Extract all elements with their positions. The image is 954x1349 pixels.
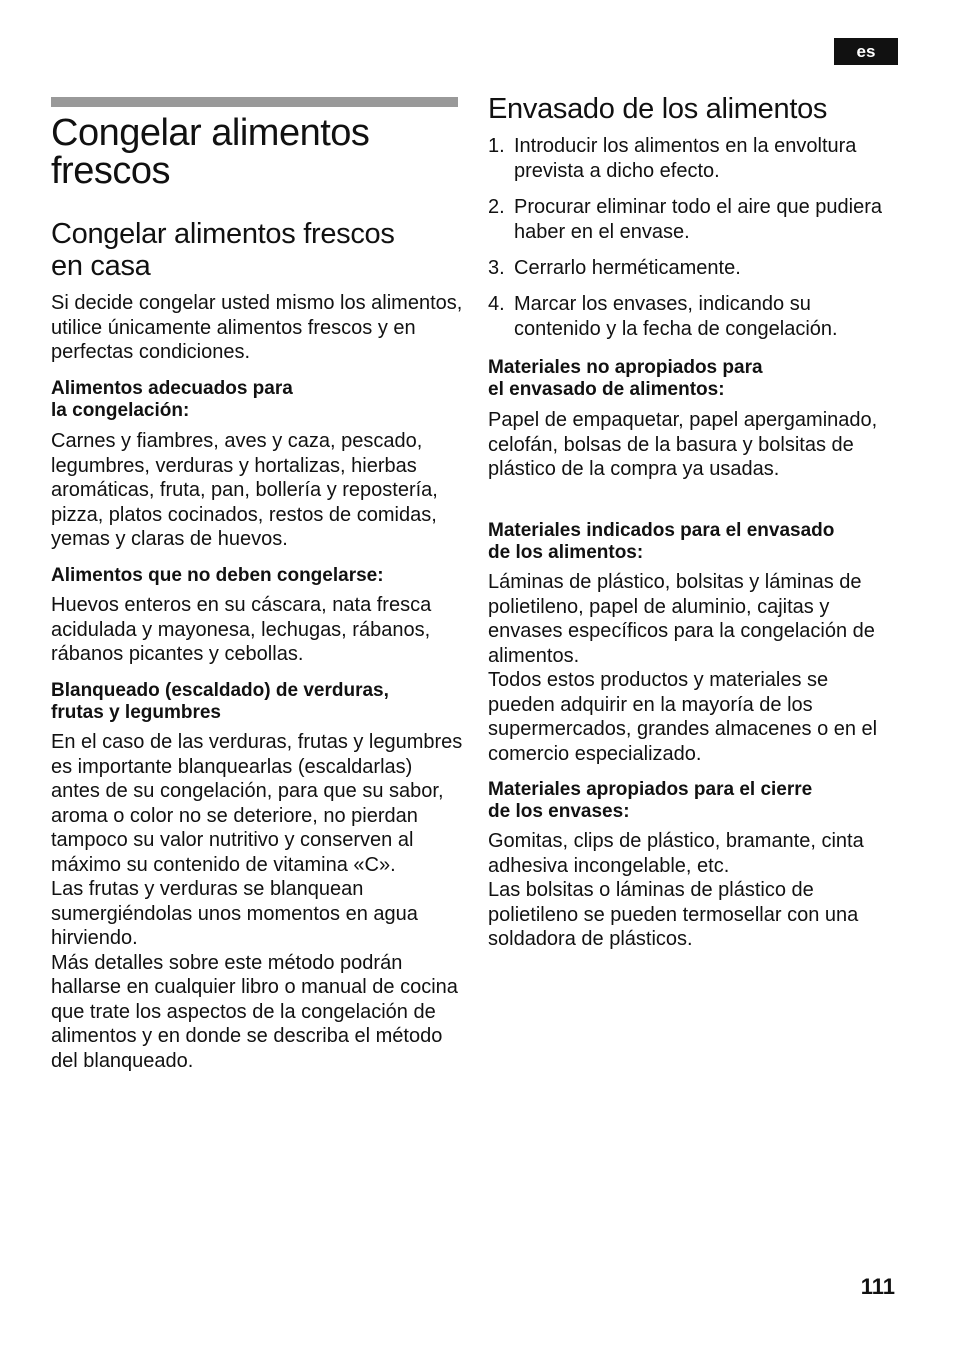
suitable-foods-heading-line-2: la congelación: [51,400,190,421]
unsuitable-foods-heading: Alimentos que no deben congelarse: [51,565,384,586]
blanching-paragraph-3: Más detalles sobre este método podrán hallarse en cualquier libro o manual de cocina que trate los aspectos de la congelación de alimentos y en donde se describa el método del blanqueado. [51,951,458,1072]
page-title [51,114,369,190]
blanching-paragraph-1: En el caso de las verduras, frutas y legumbres es importante blanquearlas (escaldarlas) antes de su congelación, para que su sabor, aroma o color no se deteriore, no pierdan tampoco su valor nutritivo y conserven al máximo su contenido de vitamina «C». [51,731,463,876]
list-item [488,292,900,342]
language-badge [834,38,898,65]
language-code: es [856,41,876,61]
closure-materials-paragraph-2: Las bolsitas o láminas de plástico de polietileno se pueden termosellar con una soldadora de plásticos. [488,879,859,950]
blanching-text [51,730,463,1073]
step-text: Marcar los envases, indicando su contenido y la fecha de congelación. [514,293,838,340]
page-title-line-2: frescos [51,150,170,192]
section-heading-home-freezing [51,218,463,282]
list-item [488,195,900,245]
suitable-materials-paragraph-2: Todos estos productos y materiales se pueden adquirir en la mayoría de los supermercados, grandes almacenes o en el comercio especializado. [488,669,878,765]
step-number: 1. [488,135,505,157]
step-text: Procurar eliminar todo el aire que pudiera haber en el envase. [514,196,882,243]
blanching-heading-line-2: frutas y legumbres [51,702,221,723]
suitable-materials-heading [488,520,900,564]
step-number: 2. [488,196,505,218]
closure-materials-heading-line-1: Materiales apropiados para el cierre [488,779,813,800]
suitable-foods-heading [51,378,463,422]
section-heading-line-2: en casa [51,250,151,282]
unsuitable-materials-heading [488,357,900,401]
suitable-foods-heading-line-1: Alimentos adecuados para [51,378,293,399]
suitable-foods-text: Carnes y fiambres, aves y caza, pescado, legumbres, verduras y hortalizas, hierbas aromáticas, fruta, pan, bollería y repostería, pizza, platos cocinados, restos de comidas, yemas y claras de huevos. [51,430,438,550]
suitable-materials-heading-line-1: Materiales indicados para el envasado [488,520,835,541]
suitable-materials-text [488,570,900,766]
step-number: 3. [488,257,505,279]
section-heading-line-1: Congelar alimentos frescos [51,218,395,250]
section-rule [51,97,458,107]
blanching-heading-line-1: Blanqueado (escaldado) de verduras, [51,680,389,701]
list-item [488,256,900,281]
page-number: 111 [860,1274,895,1299]
page-title-line-1: Congelar alimentos [51,112,370,154]
step-number: 4. [488,293,505,315]
packaging-steps [488,134,900,353]
packaging-heading: Envasado de los alimentos [488,93,828,125]
list-item [488,134,900,184]
unsuitable-materials-heading-line-1: Materiales no apropiados para [488,357,763,378]
unsuitable-foods-text: Huevos enteros en su cáscara, nata fresca acidulada y mayonesa, lechugas, rábanos, rábanos picantes y cebollas. [51,594,432,665]
unsuitable-materials-heading-line-2: el envasado de alimentos: [488,379,725,400]
suitable-materials-paragraph-1: Láminas de plástico, bolsitas y láminas de polietileno, papel de aluminio, cajitas y envases específicos para la congelación de alimentos. [488,571,875,667]
closure-materials-heading-line-2: de los envases: [488,801,630,822]
suitable-materials-heading-line-2: de los alimentos: [488,542,644,563]
blanching-paragraph-2: Las frutas y verduras se blanquean sumergiéndolas unos momentos en agua hirviendo. [51,878,418,949]
step-text: Introducir los alimentos en la envoltura prevista a dicho efecto. [514,135,857,182]
closure-materials-paragraph-1: Gomitas, clips de plástico, bramante, cinta adhesiva incongelable, etc. [488,830,864,877]
closure-materials-heading [488,779,900,823]
blanching-heading [51,680,463,724]
closure-materials-text [488,829,900,952]
intro-paragraph: Si decide congelar usted mismo los alimentos, utilice únicamente alimentos frescos y en perfectas condiciones. [51,292,463,363]
step-text: Cerrarlo herméticamente. [514,257,741,279]
unsuitable-materials-text: Papel de empaquetar, papel apergaminado, celofán, bolsas de la basura y bolsitas de plástico de la compra ya usadas. [488,409,878,480]
